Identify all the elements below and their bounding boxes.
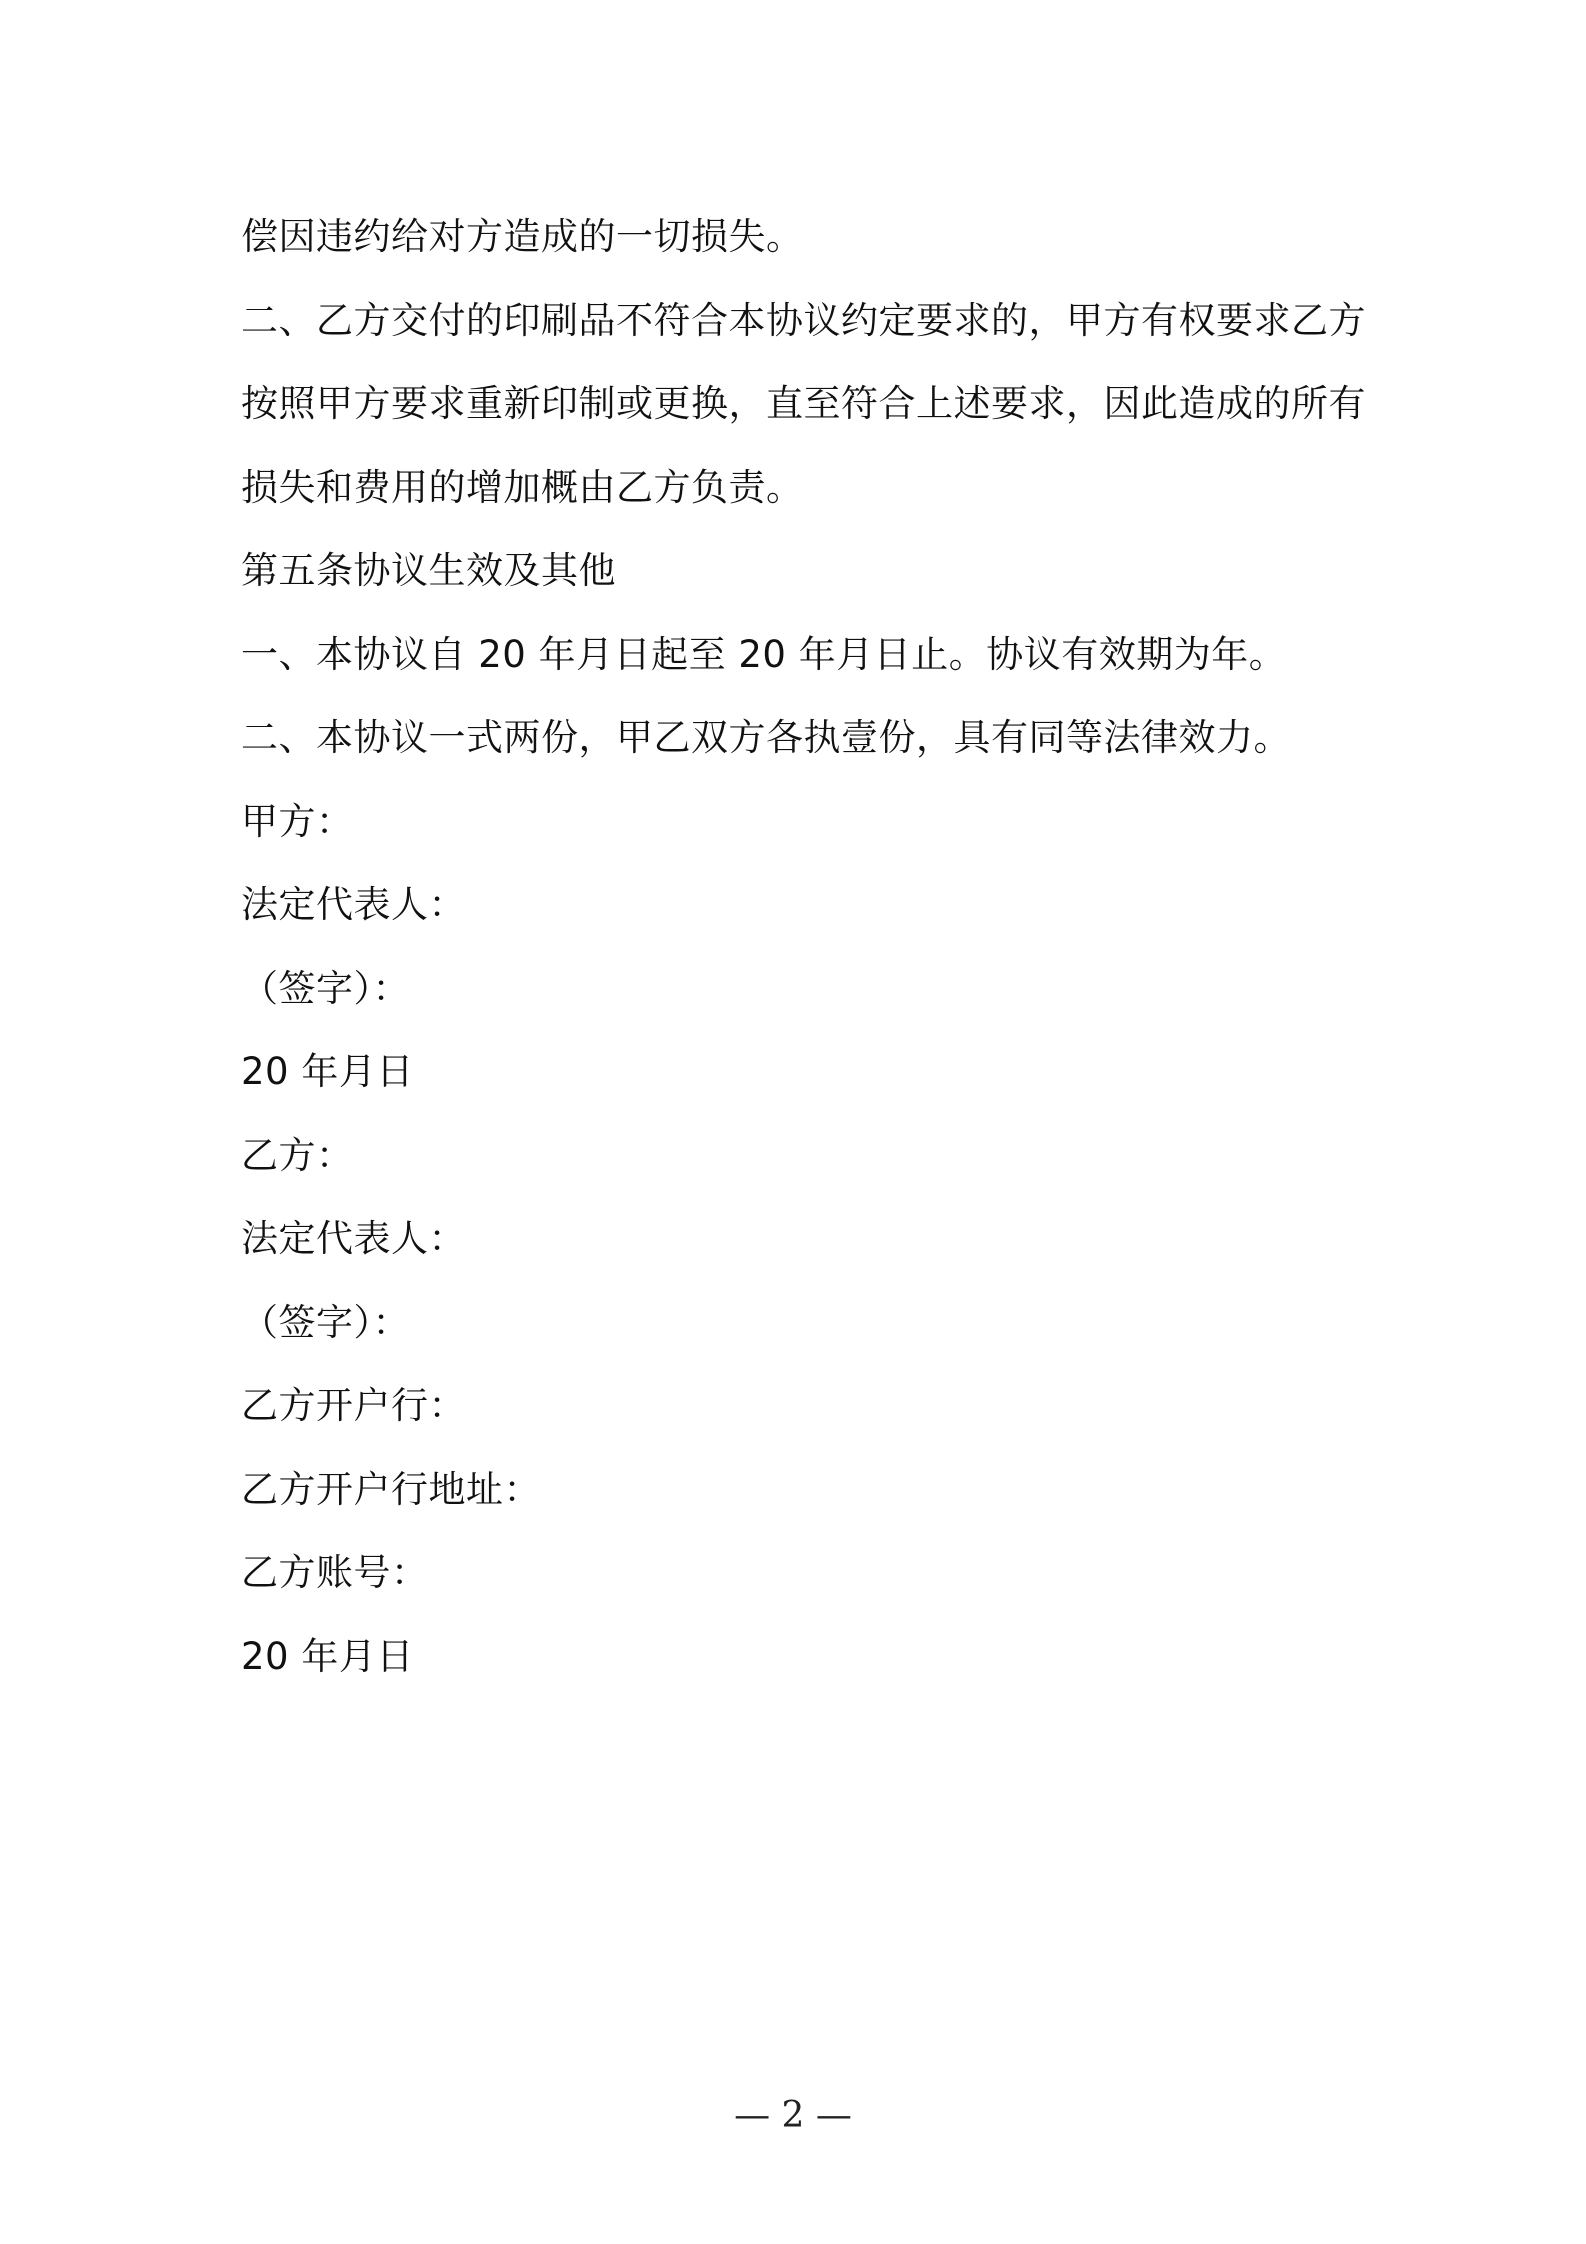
clause-text-line: 损失和费用的增加概由乙方负责。 (241, 465, 804, 509)
party-a-date: 20 年月日 (241, 1050, 414, 1093)
party-b-bank-address-label: 乙方开户行地址： (241, 1467, 541, 1511)
clause-text-line: 二、乙方交付的印刷品不符合本协议约定要求的，甲方有权要求乙方 (241, 298, 1366, 342)
clause-text-line: 一、本协议自 20 年月日起至 20 年月日止。协议有效期为年。 (241, 632, 1287, 676)
document-body (241, 195, 1366, 1698)
party-b-date: 20 年月日 (241, 1634, 414, 1678)
party-b-account-label: 乙方账号： (241, 1551, 429, 1594)
party-a-representative-label: 法定代表人： (241, 883, 466, 926)
clause-text-line: 按照甲方要求重新印制或更换，直至符合上述要求，因此造成的所有 (241, 382, 1366, 425)
party-b-representative-label: 法定代表人： (241, 1217, 466, 1260)
party-b-signature-label: （签字）： (241, 1300, 410, 1344)
party-a-label: 甲方： (241, 799, 354, 843)
party-a-signature-label: （签字）： (241, 966, 410, 1010)
clause-text-line: 二、本协议一式两份，甲乙双方各执壹份，具有同等法律效力。 (241, 716, 1291, 759)
party-b-bank-label: 乙方开户行： (241, 1384, 466, 1427)
article-heading: 第五条协议生效及其他 (241, 549, 616, 592)
clause-text-line: 偿因违约给对方造成的一切损失。 (241, 215, 804, 258)
party-b-label: 乙方： (241, 1133, 354, 1177)
page-number: — 2 — (734, 2095, 852, 2136)
